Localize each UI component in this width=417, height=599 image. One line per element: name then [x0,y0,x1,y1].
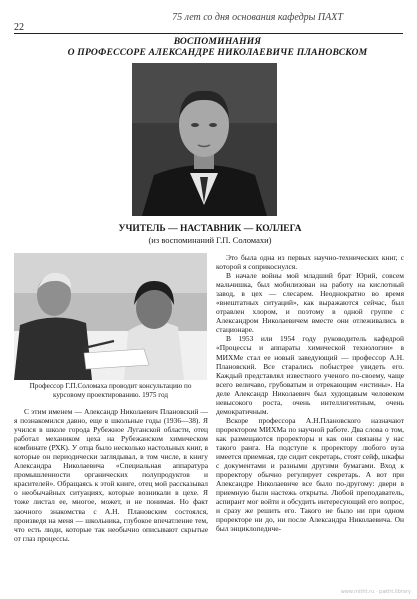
portrait-photo [132,63,277,216]
photo-caption-line1: Профессор Г.П.Соломаха проводит консультацию по [29,382,192,390]
article-title-line2: О ПРОФЕССОРЕ АЛЕКСАНДРЕ НИКОЛАЕВИЧЕ ПЛАНОВСКОМ [67,47,368,58]
left-paragraph-1: С этим именем — Александр Николаевич Плановский — я познакомился давно, еще в школьные годы (1936—38). Я учился в школе города Рубежное Луганской области, отец работал механиком цеха на Рубежанском химическом комбинате (РХК). У отца было несколько настольных книг, в которые он периодически заглядывал, в том числе, в книгу Александра Николаевича «Специальная аппаратура промышленности органических полупродуктов и красителей». Обращаясь к этой книге, отец мой рассказывал о необычайных ситуациях, которые возникали в цехе. Я тоже листал ее, многое, может, и не понимая. Но факт заочного знакомства с А.Н. Плановским состоялся, произведя на меня — школьника, глубокое впечатление тем, что есть люди, которые так необычно описывают скрытые от глаз процессы. [14,407,208,543]
right-column [216,253,404,533]
running-head: 75 лет со дня основания кафедры ПАХТ [172,12,343,23]
consultation-photo [14,253,207,380]
article-subtitle: УЧИТЕЛЬ — НАСТАВНИК — КОЛЛЕГА [118,224,302,234]
photo-caption [14,382,207,400]
left-column [14,407,208,543]
photo-caption-line2: курсовому проектированию. 1975 год [52,391,169,399]
right-paragraph-1: Это была одна из первых научно-технических книг, с которой я соприкоснулся. [216,253,404,272]
page-number: 22 [14,22,24,33]
article-subnote: (из воспоминаний Г.П. Соломахи) [148,235,272,245]
right-paragraph-4: Вскоре профессора А.Н.Плановского назначают проректором МИХМа по научной работе. Два слова о том, как размещаются проректоры и как они связаны у нас такого ранга. На подступе к проректору любого вуза имеется приемная, где сидит секретарь, стоят сейф, шкафы с документами и разными другими бумагами. Вход к проректору обычно регулирует секретарь. А вот при Александре Николаевиче все было по-другому: двери в приемную были настежь открыты. Любой преподаватель, аспирант мог войти и обсудить интересующий его вопрос, и сразу же решить его. Такого не было ни при одном проректоре ни до, ни после Александра Николаевича. Он был энциклопедиче- [216,415,405,534]
footer-watermark: www.mitht.ru · pakht.library [340,589,411,595]
article-title-line1: ВОСПОМИНАНИЯ [173,36,262,47]
right-paragraph-3: В 1953 или 1954 году руководитель кафедрой «Процессы и аппараты химической технологии» в МИХМе стал ее новый заведующий — профессор А.Н. Плановский. Все старались побыстрее увидеть его. Каждый представлял известного ученого по-своему, чаще всего величаво, грубоватым и отрекающим «истины». На деле Александр Николаевич был худощавым человеком невысокого роста, очень интеллигентным, очень демократичным. [216,334,404,416]
header-rule [14,33,403,34]
right-paragraph-2: В начале войны мой младший брат Юрий, совсем мальчишка, был мобилизован на работу на кислотный завод, в цех — слесарем. Неоднократно во время «внештатных ситуаций», как выражаются сейчас, был отравлен хлором, и поэтому в одной группе с Александром Николаевичем вместе они отлеживались в стационаре. [216,271,404,335]
